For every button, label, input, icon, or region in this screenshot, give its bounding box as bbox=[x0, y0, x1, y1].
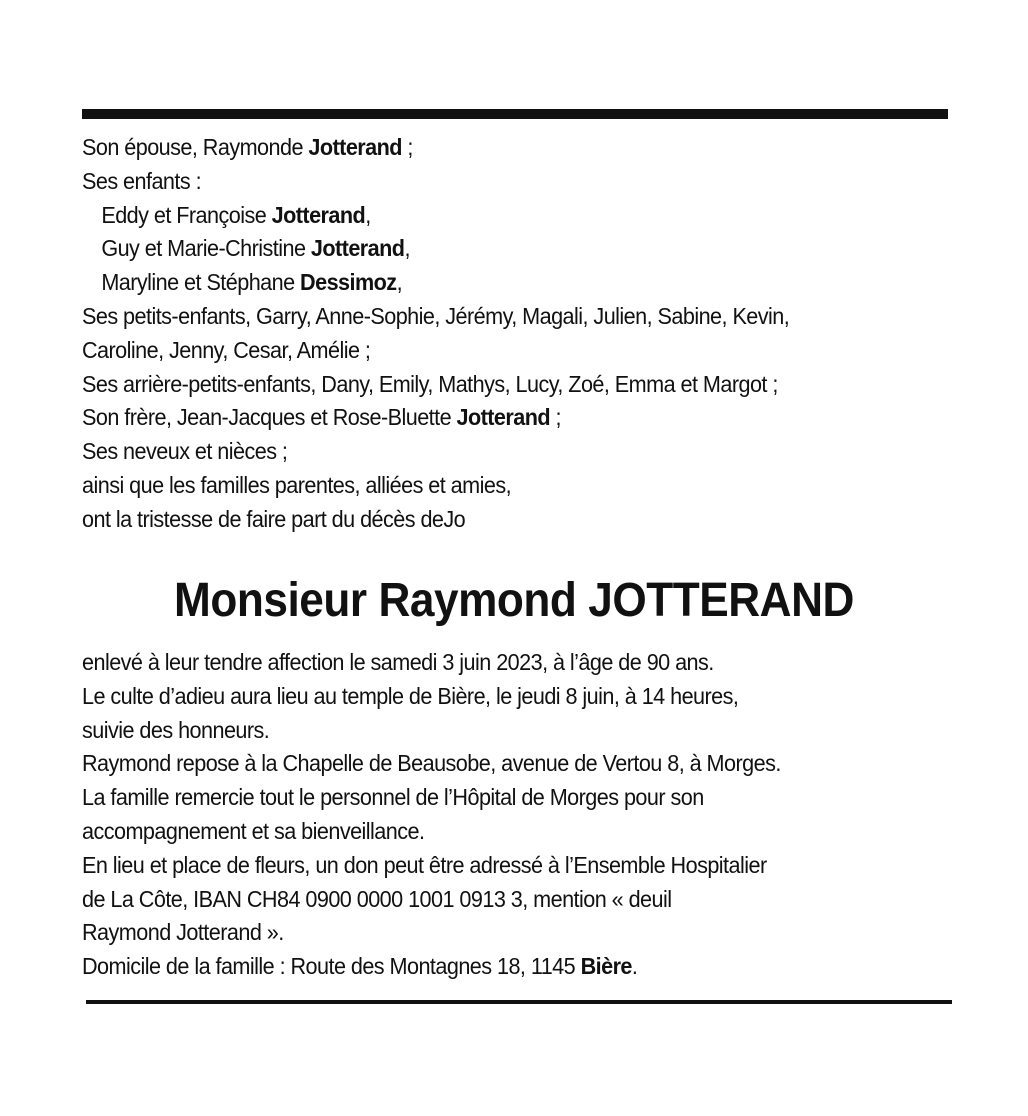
line-text: , bbox=[365, 201, 371, 228]
family-line: Ses petits-enfants, Garry, Anne-Sophie, Jérémy, Magali, Julien, Sabine, Kevin, bbox=[82, 302, 790, 329]
details-line bbox=[82, 950, 892, 984]
surname: Dessimoz bbox=[300, 269, 397, 296]
surname: Jotterand bbox=[308, 134, 402, 160]
family-line: Caroline, Jenny, Cesar, Amélie ; bbox=[82, 336, 371, 363]
family-line: ainsi que les familles parentes, alliées et amies, bbox=[82, 471, 512, 498]
line-text: Domicile de la famille : Route des Montagnes 18, 1145 bbox=[82, 953, 581, 980]
line-text: Son épouse, Raymonde bbox=[82, 134, 309, 160]
details-block bbox=[82, 646, 892, 984]
line-text: ; bbox=[550, 404, 561, 431]
line-text: Son frère, Jean-Jacques et Rose-Bluette bbox=[82, 404, 457, 431]
details-line: Le culte d’adieu aura lieu au temple de Bière, le jeudi 8 juin, à 14 heures, bbox=[82, 682, 739, 709]
bottom-rule bbox=[86, 1000, 952, 1004]
surname: Jotterand bbox=[310, 235, 405, 262]
details-line: accompagnement et sa bienveillance. bbox=[82, 817, 425, 844]
deceased-name: Monsieur Raymond JOTTERAND bbox=[174, 574, 854, 627]
top-rule bbox=[82, 109, 948, 119]
details-line: enlevé à leur tendre affection le samedi 3 juin 2023, à l’âge de 90 ans. bbox=[82, 649, 714, 675]
surname: Jotterand bbox=[271, 201, 366, 228]
family-line: ont la tristesse de faire part du décès deJo bbox=[82, 505, 466, 532]
family-line: Ses arrière-petits-enfants, Dany, Emily, Mathys, Lucy, Zoé, Emma et Margot ; bbox=[82, 370, 778, 397]
family-line bbox=[82, 401, 892, 435]
details-line: La famille remercie tout le personnel de l’Hôpital de Morges pour son bbox=[82, 784, 704, 811]
family-line bbox=[82, 232, 892, 266]
details-line: Raymond repose à la Chapelle de Beausobe, avenue de Vertou 8, à Morges. bbox=[82, 750, 781, 777]
line-text: Guy et Marie-Christine bbox=[101, 235, 311, 262]
details-line: Raymond Jotterand ». bbox=[82, 919, 284, 946]
line-text: . bbox=[631, 953, 638, 980]
details-line: de La Côte, IBAN CH84 0900 0000 1001 0913 3, mention « deuil bbox=[82, 885, 672, 912]
line-text: Eddy et Françoise bbox=[101, 201, 272, 228]
family-line: Ses neveux et nièces ; bbox=[82, 438, 288, 465]
family-line: Ses enfants : bbox=[82, 167, 202, 194]
town-name: Bière bbox=[580, 953, 632, 980]
family-line bbox=[82, 199, 892, 233]
surname: Jotterand bbox=[456, 404, 551, 431]
details-line: suivie des honneurs. bbox=[82, 716, 270, 743]
family-line bbox=[82, 266, 892, 300]
line-text: , bbox=[404, 235, 410, 262]
line-text: , bbox=[396, 269, 403, 296]
family-block bbox=[82, 131, 892, 537]
line-text: ; bbox=[401, 134, 413, 160]
details-line: En lieu et place de fleurs, un don peut être adressé à l’Ensemble Hospitalier bbox=[82, 851, 767, 878]
family-line bbox=[82, 131, 892, 165]
line-text: Maryline et Stéphane bbox=[101, 269, 301, 296]
